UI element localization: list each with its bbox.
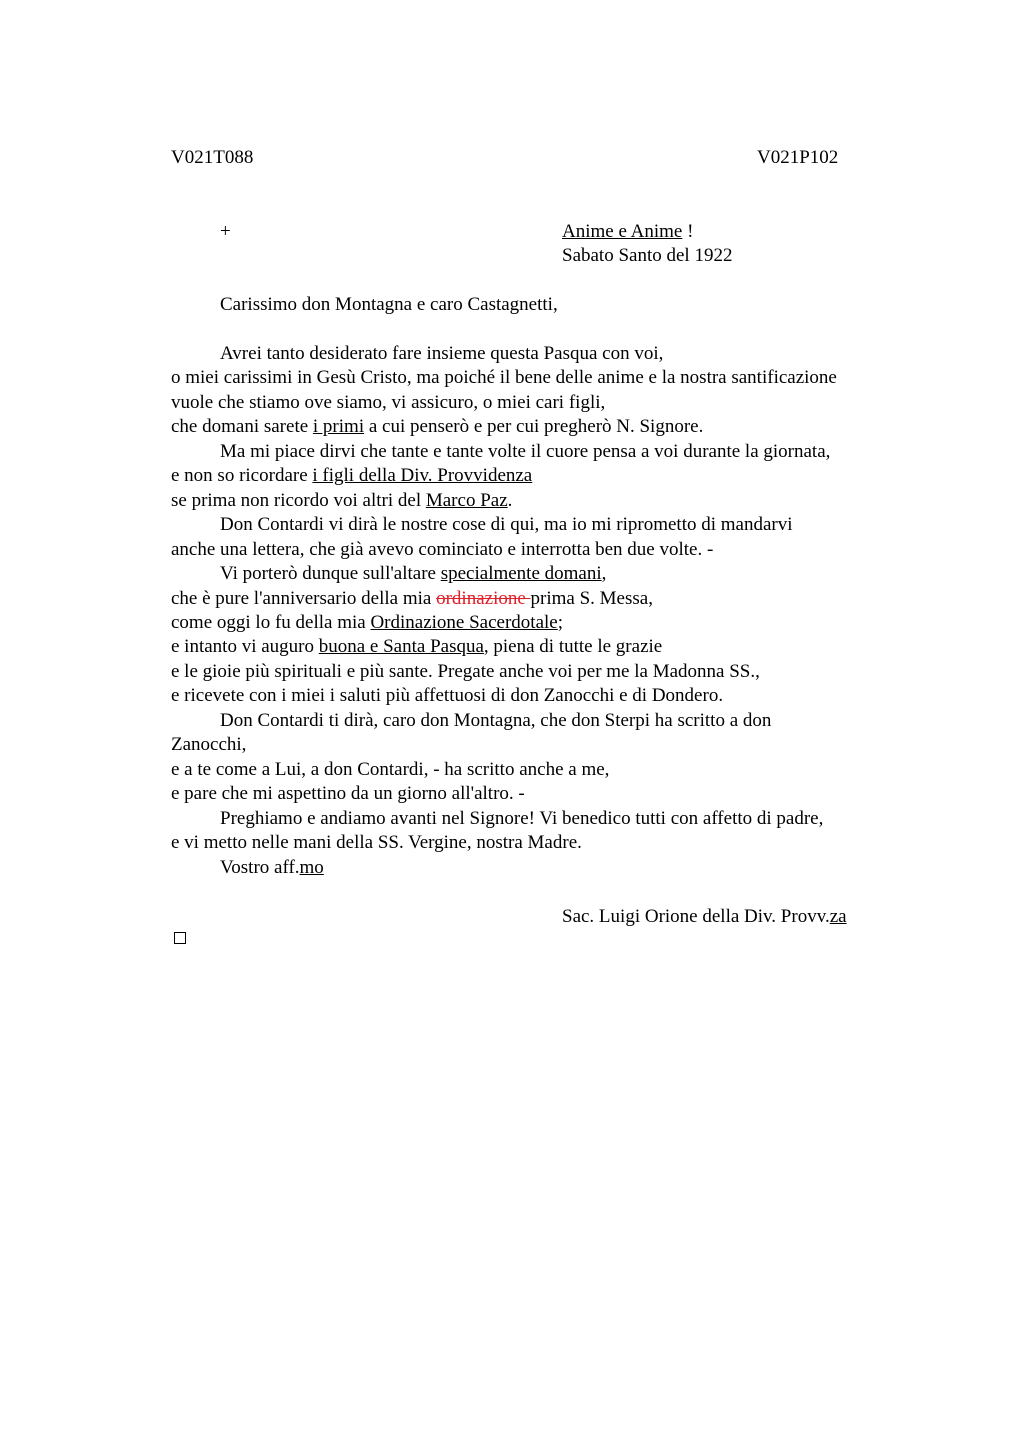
- salutation: Carissimo don Montagna e caro Castagnetti,: [220, 294, 558, 315]
- body-line: e ricevete con i miei i saluti più affettuosi di don Zanocchi e di Dondero.: [171, 685, 724, 707]
- text-run: prima S. Messa,: [530, 587, 653, 609]
- body-line: Avrei tanto desiderato fare insieme questa Pasqua con voi,: [220, 343, 664, 364]
- motto: [562, 220, 693, 244]
- body-line: vuole che stiamo ove siamo, vi assicuro, o miei cari figli,: [171, 391, 606, 413]
- underlined-run: Ordinazione Sacerdotale: [370, 611, 558, 633]
- body-line: anche una lettera, che già avevo cominciato e interrotta ben due volte. -: [171, 538, 714, 560]
- body-line: e vi metto nelle mani della SS. Vergine, nostra Madre.: [171, 832, 582, 854]
- text-run: ;: [557, 611, 564, 633]
- text-run: , piena di tutte le grazie: [483, 636, 663, 658]
- text-run: e non so ricordare: [171, 465, 313, 487]
- body-line: [171, 562, 931, 586]
- document-code-left: V021T088: [171, 147, 254, 168]
- closing: [171, 856, 931, 880]
- text-run: ,: [601, 563, 607, 585]
- text-run: se prima non ricordo voi altri del: [171, 489, 426, 511]
- body-line: [171, 635, 931, 659]
- text-run: Vostro aff.: [220, 856, 300, 878]
- body-line: o miei carissimi in Gesù Cristo, ma poiché il bene delle anime e la nostra santificazione: [171, 367, 837, 389]
- body-line: Preghiamo e andiamo avanti nel Signore! Vi benedico tutti con affetto di padre,: [220, 807, 824, 829]
- text-run: che domani sarete: [171, 416, 313, 438]
- body-line: Don Contardi vi dirà le nostre cose di qui, ma io mi riprometto di mandarvi: [220, 514, 793, 536]
- body-line: e pare che mi aspettino da un giorno all'altro. -: [171, 783, 525, 805]
- text-run: a cui penserò e per cui pregherò N. Signore.: [364, 416, 704, 438]
- body-line: Zanocchi,: [171, 734, 247, 756]
- body-line: Don Contardi ti dirà, caro don Montagna, che don Sterpi ha scritto a don: [220, 709, 772, 731]
- signature-text: Sac. Luigi Orione della Div. Provv.: [562, 906, 830, 927]
- underlined-run: mo: [299, 856, 324, 878]
- body-line: [171, 611, 931, 635]
- motto-suffix: !: [682, 221, 694, 242]
- end-square-mark: [174, 932, 186, 944]
- letter-body: [171, 342, 931, 880]
- underlined-run: buona e Santa Pasqua: [318, 636, 484, 658]
- body-line: [171, 587, 931, 611]
- body-line: [171, 415, 931, 439]
- signature-suffix: za: [829, 906, 847, 927]
- body-line: e a te come a Lui, a don Contardi, - ha scritto anche a me,: [171, 758, 610, 780]
- signature: [562, 905, 847, 929]
- text-run: Vi porterò dunque sull'altare: [220, 563, 441, 585]
- text-run: e intanto vi auguro: [171, 636, 319, 658]
- body-line: [171, 464, 931, 488]
- body-line: Ma mi piace dirvi che tante e tante volte il cuore pensa a voi durante la giornata,: [220, 440, 831, 462]
- text-run: .: [507, 489, 513, 511]
- text-run: che è pure l'anniversario della mia: [171, 587, 437, 609]
- letter-date: Sabato Santo del 1922: [562, 245, 733, 266]
- underlined-run: i primi: [312, 416, 365, 438]
- underlined-run: Marco Paz: [425, 489, 508, 511]
- text-run: come oggi lo fu della mia: [171, 611, 371, 633]
- struck-through-run: ordinazione: [436, 587, 531, 609]
- underlined-run: i figli della Div. Provvidenza: [312, 465, 533, 487]
- underlined-run: specialmente domani: [440, 563, 602, 585]
- motto-underlined: Anime e Anime: [562, 221, 683, 242]
- body-line: e le gioie più spirituali e più sante. Pregate anche voi per me la Madonna SS.,: [171, 660, 760, 682]
- body-line: [171, 489, 931, 513]
- cross-mark: +: [220, 221, 231, 242]
- document-code-right: V021P102: [757, 147, 839, 168]
